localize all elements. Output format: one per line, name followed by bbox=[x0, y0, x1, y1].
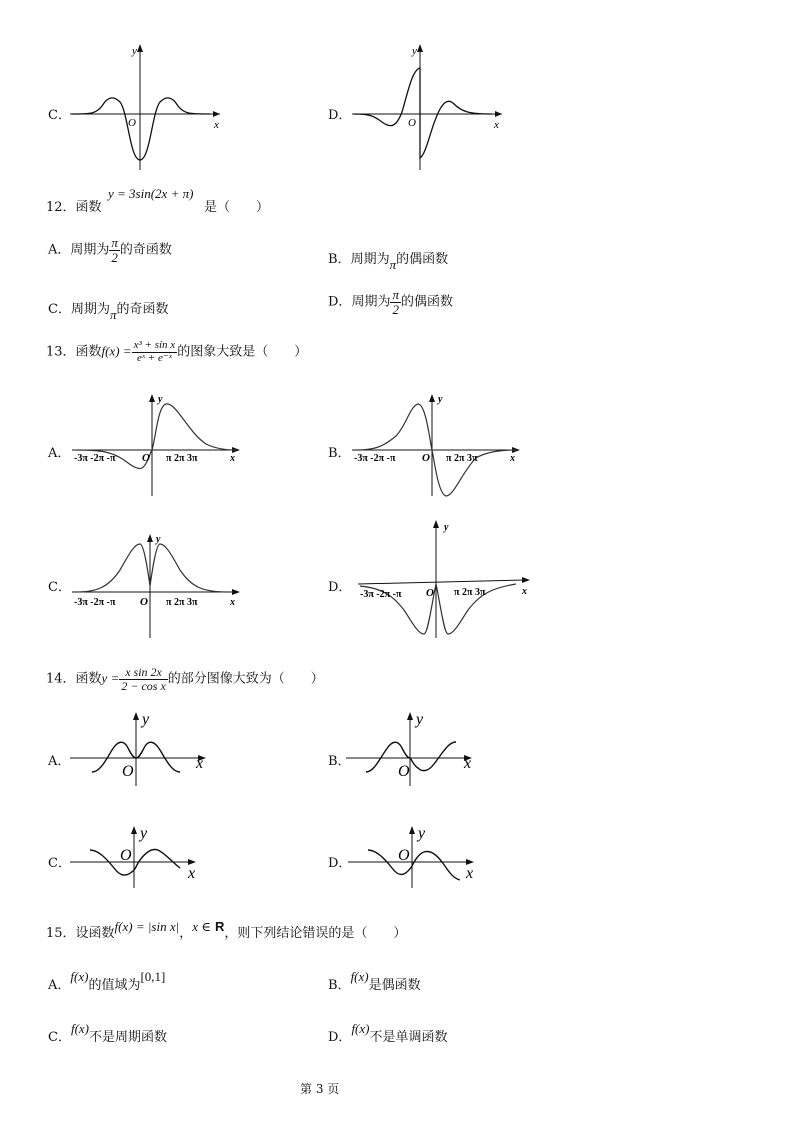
q15-number: 15．设函数 bbox=[46, 926, 115, 941]
q13-graph-a bbox=[72, 392, 252, 502]
q12-option-c bbox=[48, 298, 169, 322]
q13-den: eˣ + e⁻ˣ bbox=[137, 351, 172, 364]
q13-suffix: 的图象大致是（ ） bbox=[177, 344, 308, 360]
q14-a-origin: O bbox=[122, 763, 134, 780]
q13-a-ticks-pos: π 2π 3π bbox=[166, 453, 198, 464]
q15-c-fx: f(x) bbox=[70, 1021, 89, 1036]
q12-d-num: π bbox=[392, 287, 399, 302]
q13-b-ticks-pos: π 2π 3π bbox=[446, 453, 478, 464]
q13-d-x-label: x bbox=[522, 586, 527, 597]
q12-c-pi: π bbox=[109, 307, 117, 322]
q12-a-den: 2 bbox=[111, 249, 118, 265]
q11-d-origin: O bbox=[408, 117, 416, 129]
q15-b-label: B． bbox=[328, 978, 351, 993]
q11-c-x-label: x bbox=[214, 119, 219, 131]
q13-graph-c bbox=[72, 532, 252, 642]
q14-graph-b bbox=[346, 710, 496, 790]
q13-c-ticks-pos: π 2π 3π bbox=[166, 597, 198, 608]
q13-graph-d bbox=[356, 518, 541, 643]
q14-option-d-label: D． bbox=[328, 856, 352, 871]
q12-option-b bbox=[328, 248, 449, 272]
q12-a-pre: 周期为 bbox=[70, 242, 110, 258]
q15-a-label: A． bbox=[48, 978, 71, 993]
q13-b-x-label: x bbox=[510, 453, 515, 464]
q14-option-b-label: B． bbox=[328, 754, 351, 769]
q15-fx: f(x) = |sin x| bbox=[114, 919, 180, 934]
q13-a-y-label: y bbox=[158, 394, 163, 405]
q15-d-fx: f(x) bbox=[351, 1021, 370, 1036]
q12-formula: y = 3sin(2x + π) bbox=[108, 186, 194, 201]
q12-number: 12．函数 bbox=[46, 200, 102, 215]
q13-num: x³ + sin x bbox=[133, 339, 176, 351]
q13-fraction bbox=[132, 340, 178, 364]
q11-curve-c bbox=[72, 98, 210, 160]
q11-curve-d bbox=[354, 68, 492, 158]
q14-fraction bbox=[119, 666, 167, 692]
q12-c-post: 的奇函数 bbox=[116, 302, 169, 317]
q12-d-den: 2 bbox=[392, 301, 399, 317]
q14-suffix: 的部分图像大致为（ ） bbox=[167, 671, 324, 687]
q15-option-a bbox=[48, 969, 166, 993]
q14-graph-a bbox=[70, 710, 220, 790]
q14-c-origin: O bbox=[120, 847, 132, 864]
q11-c-y-label: y bbox=[132, 45, 137, 57]
q14-curve-b bbox=[366, 742, 456, 772]
q14-d-origin: O bbox=[398, 847, 410, 864]
q11-graph-c bbox=[70, 42, 230, 172]
q13-c-ticks-neg: -3π -2π -π bbox=[74, 597, 116, 608]
q14-y-eq: y = bbox=[101, 670, 120, 686]
q12-d-post: 的偶函数 bbox=[400, 294, 453, 310]
q14-den: 2 − cos x bbox=[121, 678, 166, 693]
q14-option-a-label: A． bbox=[48, 754, 71, 769]
q12-b-pre: 周期为 bbox=[350, 252, 390, 267]
q13-option-a-label: A． bbox=[48, 446, 71, 461]
q11-graph-d bbox=[352, 42, 512, 172]
q13-fx: f(x) = bbox=[101, 343, 132, 359]
q12-c-label: C． bbox=[48, 302, 71, 317]
q11-d-y-label: y bbox=[412, 45, 417, 57]
q13-curve-c bbox=[76, 544, 228, 592]
q14-option-c-label: C． bbox=[48, 856, 71, 871]
q11-option-c-label: C． bbox=[48, 108, 71, 123]
q12-d-fraction bbox=[390, 288, 401, 316]
q12-suffix: 是（ ） bbox=[204, 200, 270, 215]
q14-graph-d bbox=[348, 822, 498, 892]
q14-b-origin: O bbox=[398, 763, 410, 780]
q15-a-fx: f(x) bbox=[70, 969, 89, 984]
q15-b-fx: f(x) bbox=[350, 969, 369, 984]
q13-b-origin: O bbox=[422, 452, 430, 464]
q13-option-d-label: D． bbox=[328, 580, 352, 595]
q12-c-pre: 周期为 bbox=[70, 302, 110, 317]
q15-c-label: C． bbox=[48, 1030, 71, 1045]
q14-b-y-label: y bbox=[416, 711, 424, 728]
q15-a-text: 的值域为 bbox=[88, 978, 141, 993]
q14-c-y-label: y bbox=[140, 825, 148, 842]
q15-suffix: ，则下列结论错误的是（ ） bbox=[224, 926, 407, 941]
q15-option-b bbox=[328, 969, 421, 993]
q14-d-y-label: y bbox=[418, 825, 426, 842]
q13-stem bbox=[46, 340, 307, 364]
q15-d-text: 不是单调函数 bbox=[369, 1030, 448, 1045]
page-number: 第 3 页 bbox=[300, 1082, 340, 1096]
q15-a-range: [0,1] bbox=[140, 969, 166, 984]
q12-option-a bbox=[48, 236, 172, 264]
q14-d-x-label: x bbox=[466, 865, 474, 882]
q14-stem bbox=[46, 666, 324, 692]
q13-option-b-label: B． bbox=[328, 446, 351, 461]
q15-domain: x ∈ bbox=[192, 919, 211, 934]
q11-d-x-label: x bbox=[494, 119, 499, 131]
q14-number: 14．函数 bbox=[46, 671, 102, 687]
q13-d-ticks-neg: -3π -2π -π bbox=[360, 589, 402, 600]
q13-a-ticks-neg: -3π -2π -π bbox=[74, 453, 116, 464]
q13-graph-b bbox=[352, 392, 532, 502]
q13-c-y-label: y bbox=[156, 534, 161, 545]
q15-b-text: 是偶函数 bbox=[368, 978, 421, 993]
q12-a-num: π bbox=[111, 235, 118, 250]
q13-a-x-label: x bbox=[230, 453, 235, 464]
q12-a-fraction bbox=[109, 236, 120, 264]
q13-d-origin: O bbox=[426, 587, 434, 599]
q13-b-ticks-neg: -3π -2π -π bbox=[354, 453, 396, 464]
q15-d-label: D． bbox=[328, 1030, 352, 1045]
q12-d-pre: 周期为 bbox=[351, 294, 391, 310]
q13-b-y-label: y bbox=[438, 394, 443, 405]
q13-a-origin: O bbox=[142, 452, 150, 464]
q14-graph-c bbox=[70, 822, 220, 892]
q14-curve-d bbox=[368, 850, 460, 880]
q12-a-label: A． bbox=[48, 242, 71, 258]
q12-a-post: 的奇函数 bbox=[119, 242, 172, 258]
q15-domain-set: R bbox=[215, 919, 225, 934]
q15-option-d bbox=[328, 1021, 448, 1045]
q14-a-x-label: x bbox=[196, 755, 204, 772]
q13-number: 13．函数 bbox=[46, 344, 102, 360]
q15-option-c bbox=[48, 1021, 168, 1045]
q13-d-ticks-pos: π 2π 3π bbox=[454, 587, 486, 598]
q12-b-post: 的偶函数 bbox=[396, 252, 449, 267]
q14-a-y-label: y bbox=[142, 711, 150, 728]
q12-b-pi: π bbox=[389, 257, 397, 272]
q15-stem bbox=[46, 919, 407, 941]
q11-c-origin: O bbox=[128, 117, 136, 129]
q11-option-d-label: D． bbox=[328, 108, 352, 123]
q12-option-d bbox=[328, 288, 453, 316]
q13-d-y-label: y bbox=[444, 522, 449, 533]
q15-sep: ， bbox=[179, 926, 193, 941]
q12-b-label: B． bbox=[328, 252, 351, 267]
q14-c-x-label: x bbox=[188, 865, 196, 882]
q13-option-c-label: C． bbox=[48, 580, 71, 595]
q14-num: x sin 2x bbox=[119, 666, 167, 680]
q14-b-x-label: x bbox=[464, 755, 472, 772]
q12-d-label: D． bbox=[328, 294, 352, 310]
q13-c-x-label: x bbox=[230, 597, 235, 608]
q15-c-text: 不是周期函数 bbox=[89, 1030, 168, 1045]
q13-c-origin: O bbox=[140, 596, 148, 608]
